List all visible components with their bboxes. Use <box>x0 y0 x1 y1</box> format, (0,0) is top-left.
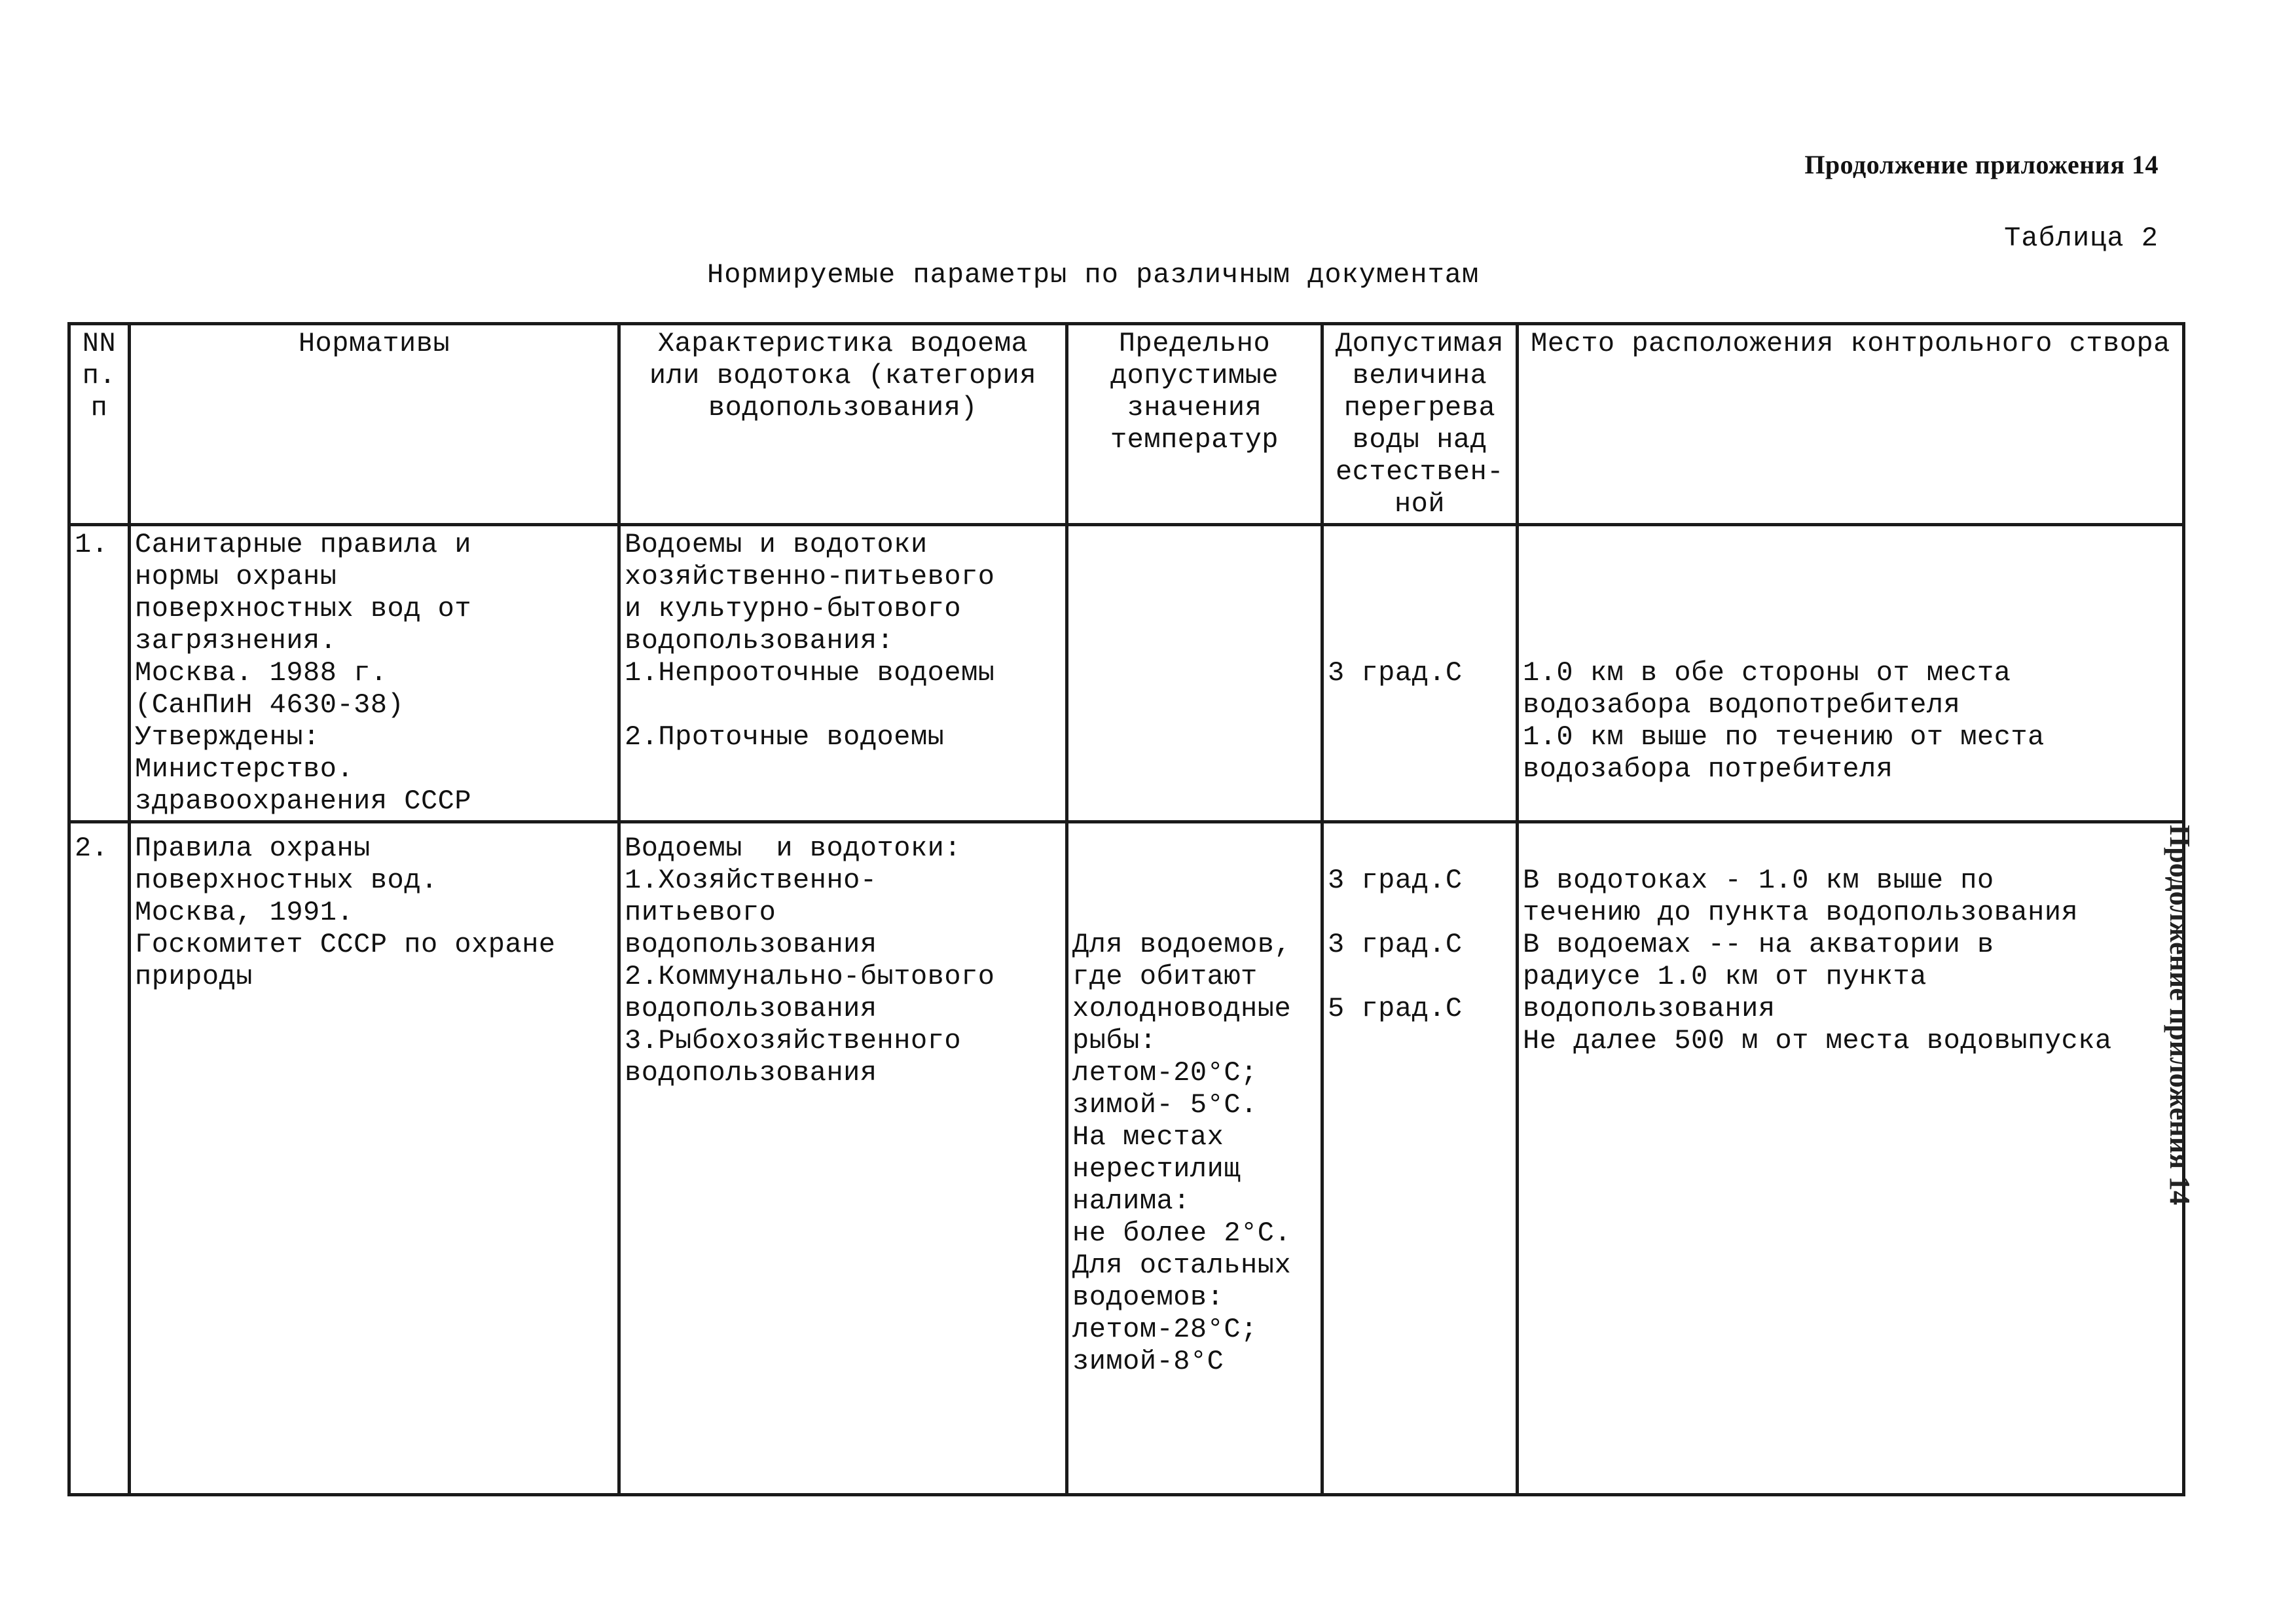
header-location: Место расположения контрольного створа <box>1518 324 2184 525</box>
row-norms: Санитарные правила и нормы охраны поверхностных вод от загрязнения. Москва. 1988 г. (СанПиН 4630-38) Утверждены: Министерство. здравоохранения СССР <box>130 525 619 822</box>
table-row <box>69 525 2184 822</box>
row-location: 1.0 км в обе стороны от места водозабора водопотребителя 1.0 км выше по течению от места водозабора потребителя <box>1518 525 2184 822</box>
row-num: 1. <box>69 525 130 822</box>
row-character: Водоемы и водотоки хозяйственно-питьевого и культурно-бытового водопользования: 1.Непрооточные водоемы 2.Проточные водоемы <box>619 525 1067 822</box>
side-stamp: Продолжение приложения 14 <box>2164 825 2196 1206</box>
row-location: В водотоках - 1.0 км выше по течению до пункта водопользования В водоемах -- на акватории в радиусе 1.0 км от пункта водопользования Не далее 500 м от места водовыпуска <box>1518 822 2184 1495</box>
header-character: Характеристика водоема или водотока (категория водопользования) <box>619 324 1067 525</box>
row-character: Водоемы и водотоки: 1.Хозяйственно- питьевого водопользования 2.Коммунально-бытового водопользования 3.Рыбохозяйственного водопользования <box>619 822 1067 1495</box>
continuation-label: Продолжение приложения 14 <box>1804 150 2159 179</box>
row-norms: Правила охраны поверхностных вод. Москва, 1991. Госкомитет СССР по охране природы <box>130 822 619 1495</box>
table-row <box>69 822 2184 1495</box>
row-temps <box>1067 525 1322 822</box>
row-temps: Для водоемов, где обитают холодноводные рыбы: летом-20°С; зимой- 5°С. На местах нерестилищ налима: не более 2°С. Для остальных водоемов: летом-28°С; зимой-8°С <box>1067 822 1322 1495</box>
row-overheat: 3 град.С 3 град.С 5 град.С <box>1322 822 1518 1495</box>
table-header-row <box>69 324 2184 525</box>
row-num: 2. <box>69 822 130 1495</box>
norms-table <box>67 322 2185 1496</box>
header-temps: Предельно допустимые значения температур <box>1067 324 1322 525</box>
table-title: Нормируемые параметры по различным документам <box>707 259 1480 291</box>
row-overheat: 3 град.С <box>1322 525 1518 822</box>
header-overheat: Допустимая величина перегрева воды над естествен-ной <box>1322 324 1518 525</box>
header-num: NN п. п <box>69 324 130 525</box>
table-number: Таблица 2 <box>2004 223 2159 254</box>
header-norms: Нормативы <box>130 324 619 525</box>
